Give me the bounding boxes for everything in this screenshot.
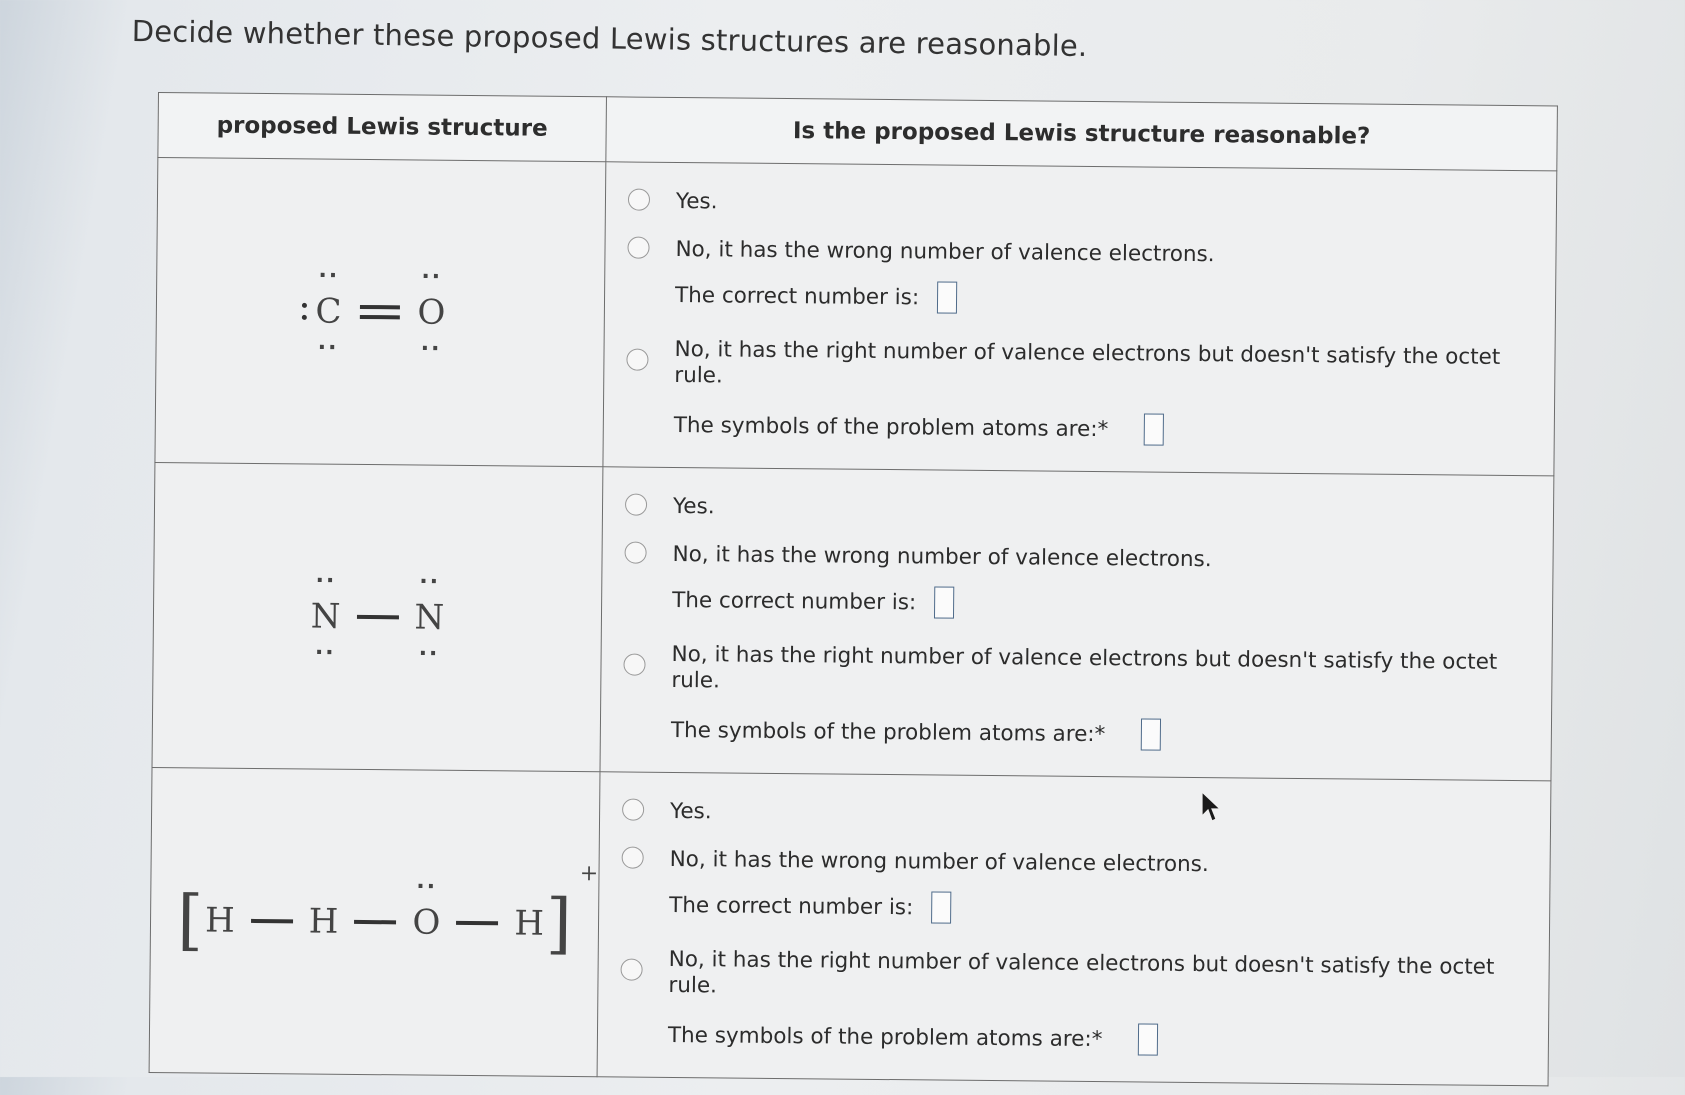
- lewis-structure-nn: [309, 568, 447, 667]
- single-bond: [251, 919, 293, 923]
- atom-symbol: H: [204, 900, 235, 941]
- lewis-structure-co: [313, 263, 447, 362]
- double-bond: [359, 305, 399, 319]
- problem-atoms-row: [674, 409, 1165, 446]
- atom-o: [415, 264, 447, 362]
- question-sheet: [148, 92, 1557, 1095]
- problem-atoms-input[interactable]: [1141, 718, 1161, 750]
- option-label: No, it has the right number of valence electrons but doesn't satisfy the octet rule.: [674, 336, 1501, 389]
- atom-h: [512, 903, 546, 943]
- lone-pair-bottom: ··: [418, 641, 440, 667]
- correct-number-row: [675, 279, 957, 314]
- option-label: No, it has the wrong number of valence electrons.: [675, 236, 1215, 268]
- atom-n: [309, 568, 343, 666]
- option-label: Yes.: [672, 493, 715, 520]
- lone-pair-bottom: ··: [420, 336, 442, 362]
- option-label: No, it has the right number of valence electrons but doesn't satisfy the octet rule.: [671, 641, 1498, 694]
- atom-symbol: C: [315, 291, 342, 332]
- atom-symbol: N: [310, 596, 341, 637]
- radio-button[interactable]: [622, 798, 644, 820]
- correct-number-input[interactable]: [931, 891, 951, 923]
- atom-h: [307, 901, 341, 941]
- option-octet[interactable]: [626, 337, 1540, 397]
- option-yes[interactable]: [625, 494, 1539, 529]
- atom-h: [203, 900, 237, 940]
- radio-button[interactable]: [628, 189, 650, 211]
- option-wrong-count[interactable]: [624, 542, 1538, 577]
- radio-button[interactable]: [622, 846, 644, 868]
- correct-number-input[interactable]: [934, 586, 954, 618]
- radio-button[interactable]: [620, 958, 642, 980]
- single-bond: [456, 921, 498, 925]
- correct-number-row: [669, 889, 951, 924]
- option-label: No, it has the wrong number of valence electrons.: [669, 846, 1209, 878]
- structure-cell-hhoh: [149, 767, 600, 1076]
- answer-cell-nn: [600, 467, 1554, 781]
- lewis-structure-hhoh: [177, 861, 599, 963]
- correct-number-label: The correct number is:: [669, 892, 914, 920]
- right-bracket: ] +: [545, 861, 599, 963]
- radio-button[interactable]: [625, 494, 647, 516]
- left-bracket: [: [177, 881, 204, 959]
- radio-button[interactable]: [626, 349, 648, 371]
- correct-number-label: The correct number is:: [674, 282, 920, 310]
- lone-pair-bottom: ··: [317, 335, 339, 361]
- radio-button[interactable]: [624, 542, 646, 564]
- table-row: [152, 462, 1554, 780]
- correct-number-input[interactable]: [937, 281, 957, 313]
- atom-n: [412, 569, 446, 667]
- option-label: Yes.: [669, 798, 712, 825]
- problem-atoms-row: [671, 714, 1162, 751]
- atom-o: [410, 874, 442, 943]
- option-label: No, it has the wrong number of valence electrons.: [672, 541, 1212, 573]
- option-label: No, it has the right number of valence electrons but doesn't satisfy the octet rule.: [668, 946, 1495, 999]
- lone-pair-top: ··: [315, 568, 337, 594]
- lone-pair-bottom: ··: [314, 640, 336, 666]
- ion-charge: +: [579, 861, 599, 887]
- option-yes[interactable]: [628, 189, 1542, 224]
- table-row: [149, 767, 1551, 1085]
- structure-cell-nn: [152, 462, 603, 771]
- option-wrong-count[interactable]: [627, 237, 1541, 272]
- lone-pair-top: ··: [421, 264, 443, 290]
- problem-atoms-label: The symbols of the problem atoms are:*: [670, 717, 1106, 747]
- problem-atoms-row: [668, 1019, 1159, 1056]
- option-wrong-count[interactable]: [622, 846, 1536, 881]
- atom-symbol: H: [308, 901, 339, 942]
- answer-cell-hhoh: [597, 772, 1551, 1086]
- lone-pair-top: ··: [318, 263, 340, 289]
- table-row: [155, 158, 1557, 476]
- lone-pair-top: ··: [416, 874, 438, 900]
- header-structure: proposed Lewis structure: [158, 93, 607, 162]
- atom-symbol: O: [417, 292, 446, 333]
- radio-button[interactable]: [623, 653, 645, 675]
- lone-pair-left: [301, 303, 307, 320]
- single-bond: [356, 615, 398, 619]
- lone-pair-top: ··: [419, 569, 441, 595]
- atom-symbol: N: [414, 597, 445, 638]
- atom-symbol: O: [412, 902, 441, 943]
- option-octet[interactable]: [623, 641, 1537, 701]
- option-octet[interactable]: [620, 946, 1534, 1006]
- option-yes[interactable]: [622, 798, 1536, 833]
- problem-atoms-input[interactable]: [1144, 413, 1164, 445]
- lewis-table: [149, 92, 1558, 1086]
- single-bond: [354, 920, 396, 924]
- problem-atoms-label: The symbols of the problem atoms are:*: [673, 412, 1109, 442]
- page-title: Decide whether these proposed Lewis structures are reasonable.: [131, 14, 1088, 64]
- answer-cell-co: [603, 162, 1557, 476]
- atom-symbol: H: [514, 903, 545, 944]
- option-label: Yes.: [675, 188, 718, 215]
- correct-number-row: [672, 584, 954, 619]
- structure-cell-co: [155, 158, 606, 467]
- problem-atoms-input[interactable]: [1138, 1023, 1158, 1055]
- correct-number-label: The correct number is:: [672, 587, 917, 615]
- atom-c: [313, 263, 343, 361]
- header-reasonable: Is the proposed Lewis structure reasonable?: [606, 97, 1558, 171]
- radio-button[interactable]: [627, 237, 649, 259]
- problem-atoms-label: The symbols of the problem atoms are:*: [667, 1022, 1103, 1052]
